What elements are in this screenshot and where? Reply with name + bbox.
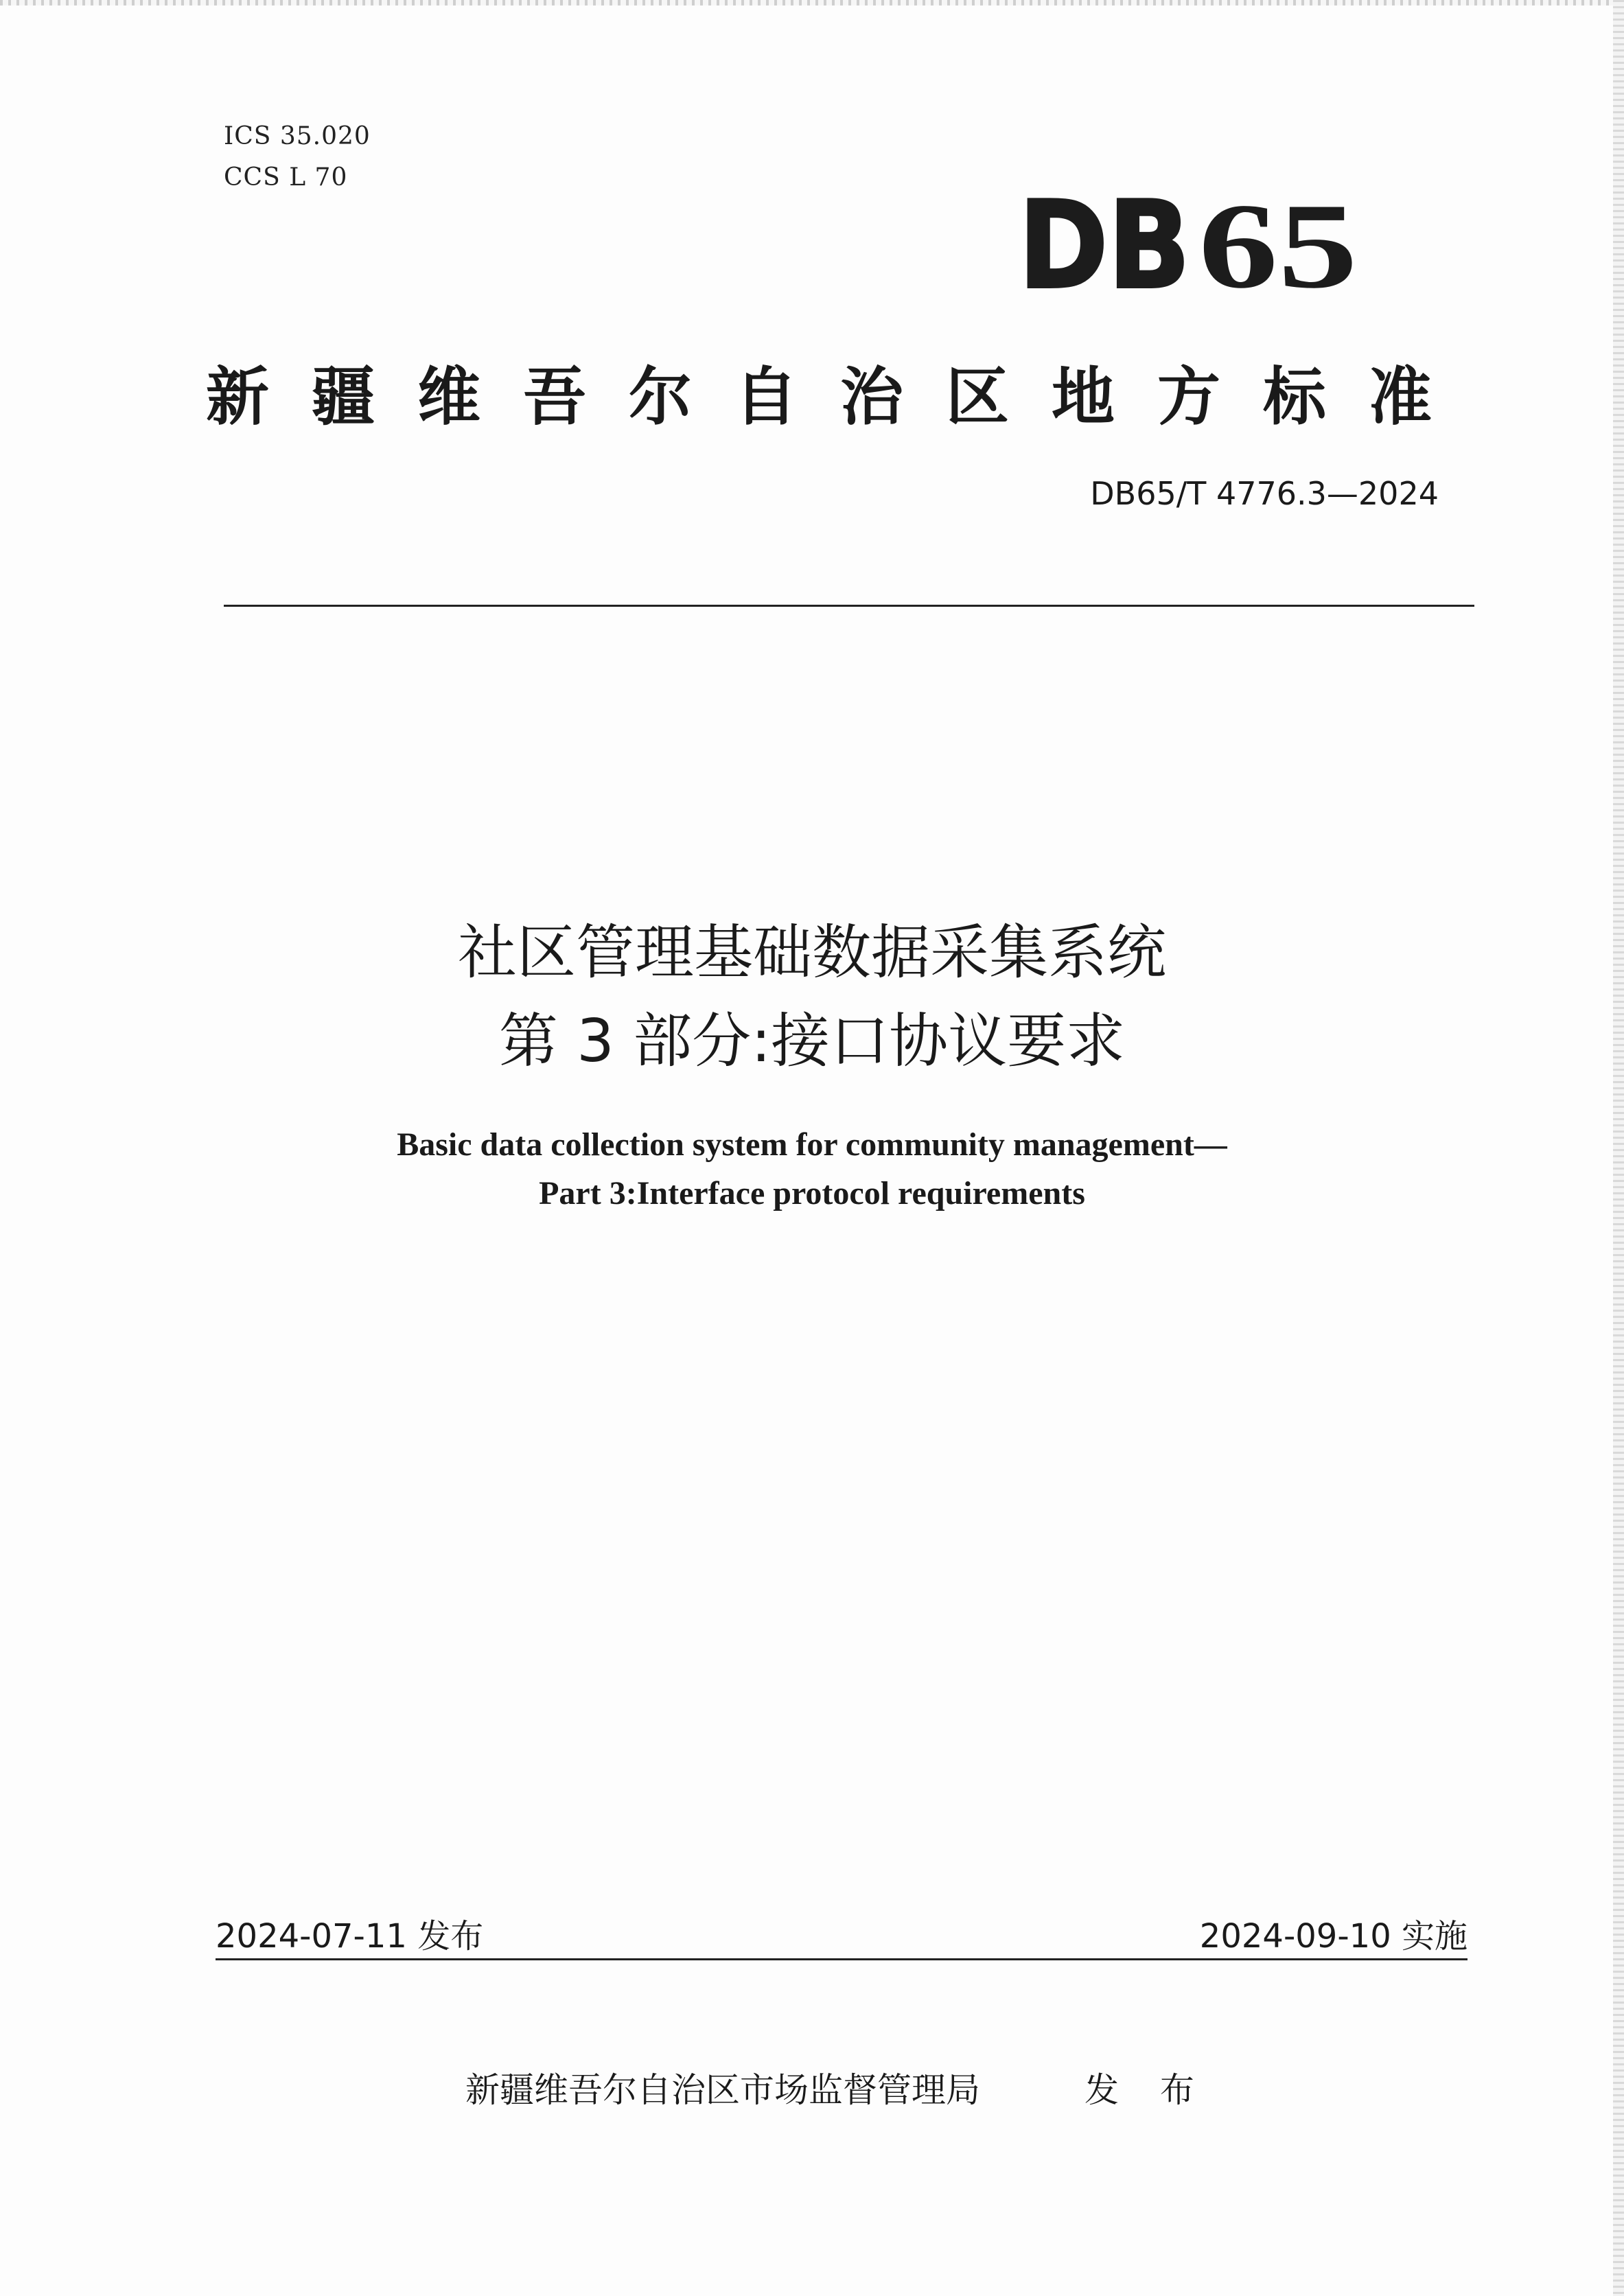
- db65-logo: [1019, 184, 1362, 301]
- issue-label: 发 布: [1084, 2070, 1209, 2110]
- standard-number: DB65/T 4776.3—2024: [1090, 475, 1439, 512]
- title-en-line2: Part 3:Interface protocol requirements: [539, 1175, 1085, 1211]
- footer-divider: [216, 1958, 1468, 1960]
- ics-code: ICS 35.020: [224, 122, 371, 150]
- ccs-code: CCS L 70: [224, 163, 348, 192]
- logo-number: 65: [1198, 184, 1358, 301]
- standard-category-title: 新疆维吾尔自治区地方标准: [206, 360, 1475, 434]
- implementation-date: 2024-09-10 实施: [1199, 1917, 1468, 1956]
- title-en-line1: Basic data collection system for community management—: [397, 1126, 1227, 1163]
- title-cn-line1: 社区管理基础数据采集系统: [458, 918, 1166, 987]
- logo-letters: DB: [1019, 184, 1190, 301]
- header-divider: [224, 605, 1474, 607]
- issuing-authority: 新疆维吾尔自治区市场监督管理局: [465, 2070, 980, 2110]
- scan-artifact-top: [0, 0, 1624, 5]
- title-cn-line2: 第 3 部分:接口协议要求: [498, 1007, 1126, 1076]
- issue-date: 2024-07-11 发布: [216, 1917, 484, 1956]
